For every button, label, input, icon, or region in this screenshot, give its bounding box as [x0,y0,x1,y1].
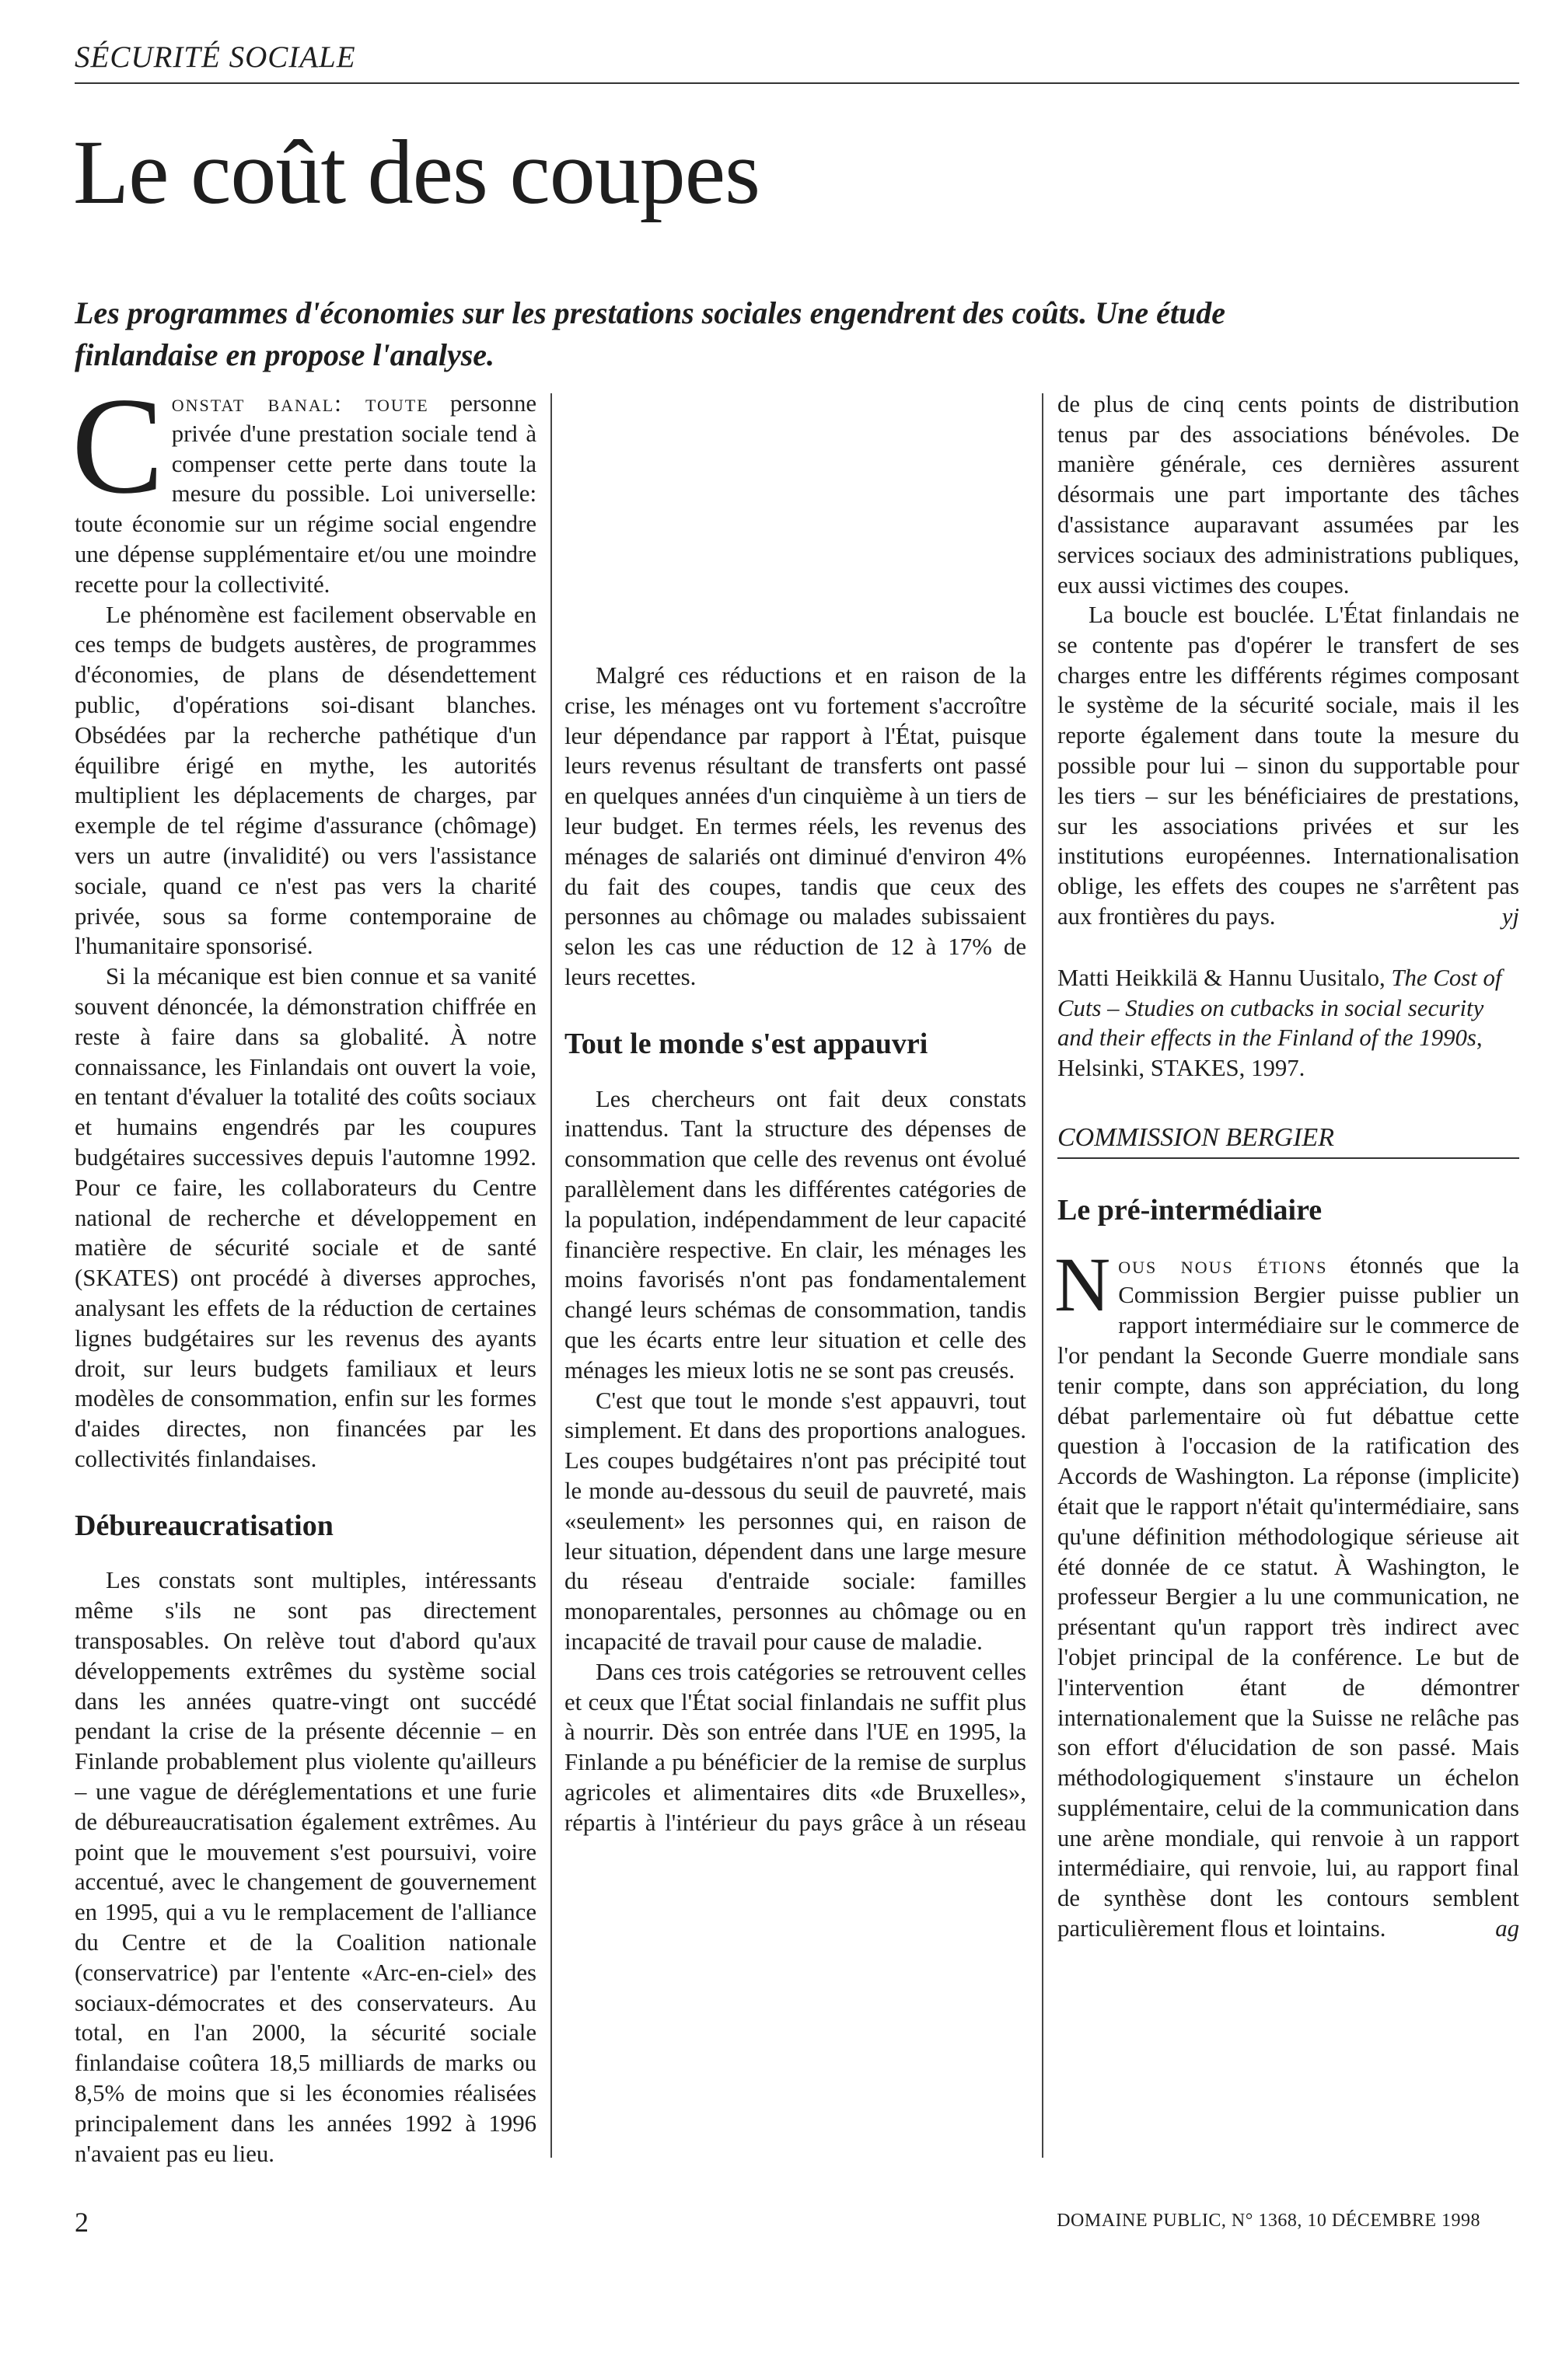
intro-smallcaps: onstat banal: toute [171,390,429,417]
bibliographic-reference [1057,963,1519,1084]
second-article-paragraph [1054,1241,1519,1944]
paragraph-8-continuation-text: de plus de cinq cents points de distribution tenus par des associations bénévoles. De manière générale, ces dernières assurent désormais une part importante des tâches d'assistance auparavant assumées par les services sociaux des administrations publiques, eux aussi victimes des coupes. [1057,390,1519,598]
paragraph-3: Si la mécanique est bien connue et sa vanité souvent dénoncée, la démonstration chiffrée en reste à faire dans sa globalité. À notre connaissance, les Finlandais ont ouvert la voie, en tentant d'évaluer la totalité des coûts sociaux et humains engendrés par les coupures budgétaires successives depuis l'automne 1992. Pour ce faire, les collaborateurs du Centre national de recherche et développement en matière de sécurité sociale et de santé (SKATES) ont procédé à diverses approches, analysant les effets de la réduction de certaines lignes budgétaires sur les revenus des ayants droit, sur leurs budgets familiaux et leurs modèles de consommation, enfin sur les formes d'aides directes, non financées par les collectivités finlandaises. [75,963,536,1472]
paragraph-4-continued [564,389,1026,661]
signature-yj: yj [1501,902,1519,930]
column-rule-1 [550,393,552,2158]
reference-title: The Cost of Cuts – Studies on cutbacks in social security and their effects in the Finland of the 1990s [1057,964,1502,1052]
paragraph-9-text: La boucle est bouclée. L'État finlandais ne se contente pas d'opérer le transfert de ses charges entre les différents régimes composant le système de la sécurité sociale, mais il les reporte également dans toute la mesure du possible pour lui – sinon du supportable pour les tiers – sur les bénéficiaires de prestations, sur les associations privées et sur les institutions européennes. Internationalisation oblige, les effets des coupes ne s'arrêtent pas aux frontières du pays. [1057,602,1519,930]
rubric-rule [75,82,1519,84]
paragraph-4: Les constats sont multiples, intéressants même s'ils ne sont pas directement transposables. On relève tout d'abord qu'aux développements extrêmes du système social dans les années quatre-vingt ont succédé pendant la crise de la présente décennie – en Finlande probablement plus violente qu'ailleurs – une vague de déréglementations et une furie de débureaucratisation également extrêmes. Au point que le mouvement s'est poursuivi, voire accentué, avec le changement de gouvernement en 1995, qui a vu le remplacement de l'alliance du Centre et de la Coalition nationale (conservatrice) par l'entente «Arc-en-ciel» des sociaux-démocrates et des conservateurs. Au total, en l'an 2000, la sécurité sociale finlandaise coûtera 18,5 milliards de marks ou 8,5% de moins que si les économies réalisées principalement dans les années 1992 à 1996 n'avaient pas eu lieu. [75,1567,536,2167]
paragraph-1 [72,368,537,600]
dropcap-n: N [1054,1241,1111,1328]
page-number: 2 [75,2207,89,2238]
paragraph-1-text: personne privée d'une prestation sociale tend à compenser cette perte dans toute la mesure du possible. Loi universelle: toute économie sur un régime social engendre une dépense supplémentaire et/ou une moindre recette pour la collectivité. [75,390,537,598]
paragraph-9 [1057,600,1519,932]
paragraph-7: C'est que tout le monde s'est appauvri, tout simplement. Et dans des proportions analogues. Les coupes budgétaires n'ont pas précipité tout le monde au-dessous du seuil de pauvreté, mais «seulement» les personnes qui, en raison de leur situation, dépendent dans une large mesure du réseau d'entraide sociale: familles monoparentales, personnes au chômage ou en incapacité de travail pour cause de maladie. [564,1387,1026,1655]
dropcap: C [72,368,164,522]
subheading-appauvri: Tout le monde s'est appauvri [564,1027,928,1060]
second-article-title: Le pré-intermédiaire [1057,1193,1323,1227]
commission-rubric: COMMISSION BERGIER [1057,1122,1519,1159]
paragraph-8-continued [1057,389,1519,600]
second-intro-smallcaps: ous nous étions [1118,1251,1328,1279]
column-2 [564,389,1026,1839]
section-rubric: SÉCURITÉ SOCIALE [75,40,356,74]
paragraph-5: Malgré ces réductions et en raison de la crise, les ménages ont vu fortement s'accroître leur dépendance par rapport à l'État, puisque leurs revenus résultant de transferts ont passé en quelques années d'un cinquième à un tiers de leur budget. En termes réels, les revenus des ménages de salariés ont diminué d'environ 4% du fait des coupes, tandis que ceux des personnes au chômage ou malades subissaient selon les cas une réduction de 12 à 17% de leurs recettes. [564,662,1026,990]
column-rule-2 [1042,393,1043,2158]
reference-authors: Matti Heikkilä & Hannu Uusitalo, [1057,964,1392,991]
subheading-debureaucratisation: Débureaucratisation [75,1509,334,1542]
article-title: Le coût des coupes [73,121,760,223]
paragraph-8: Dans ces trois catégories se retrouvent celles et ceux que l'État social finlandais ne suffit plus à nourrir. Dès son entrée dans l'UE en 1995, la Finlande a pu bénéficier de la remise de surplus agricoles et alimentaires dits «de Bruxelles», répartis à l'intérieur du pays grâce à un réseau [564,1658,1026,1836]
second-article-text: étonnés que la Commission Bergier puisse publier un rapport intermédiaire sur le commerce de l'or pendant la Seconde Guerre mondiale sans tenir compte, dans son appréciation, du long débat parlementaire où fut débattue cette question à l'occasion de la ratification des Accords de Washington. La réponse (implicite) était que le rapport n'était qu'intermédiaire, sans qu'une définition méthodologique sérieuse ait été donnée de ce statut. À Washington, le professeur Bergier a lu une communication, ne présentant qu'un rapport très indirect avec l'objet principal de la conférence. Le but de l'intervention étant de démontrer internationalement que la Suisse ne relâche pas son effort d'élucidation de son passé. Mais méthodologiquement s'instaure un échelon supplémentaire, celui de la communication dans une arène mondiale, qui renvoie à un rapport intermédiaire, qui renvoie, lui, au rapport final de synthèse dont les contours semblent particulièrement flous et lointains. [1057,1251,1519,1942]
column-3 [1054,389,1519,1944]
reference-publisher: , Helsinki, STAKES, 1997. [1057,1024,1483,1082]
publication-footer: DOMAINE PUBLIC, N° 1368, 10 DÉCEMBRE 1998 [1057,2211,1480,2231]
paragraph-6: Les chercheurs ont fait deux constats inattendus. Tant la structure des dépenses de consommation que celle des revenus ont évolué parallèlement dans les différentes catégories de la population, indépendamment de leur capacité financière respective. En clair, les ménages les moins favorisés n'ont pas fondamentalement changé leurs schémas de consommation, tandis que les écarts entre leur situation et celle des ménages les mieux lotis ne se sont pas creusés. [564,1085,1026,1384]
paragraph-2: Le phénomène est facilement observable en ces temps de budgets austères, de programmes d'économies, de plans de désendettement public, d'opérations soi-disant blanches. Obsédées par la recherche pathétique d'un équilibre érigé en mythe, les autorités multiplient les déplacements de charges, par exemple de tel régime d'assurance (chômage) vers un autre (invalidité) ou vers l'assistance sociale, quand ce n'est pas vers la charité privée, sous sa forme contemporaine de l'humanitaire sponsorisé. [75,601,536,960]
article-lead: Les programmes d'économies sur les prestations sociales engendrent des coûts. Une étude finlandaise en propose l'analyse. [75,295,1225,372]
signature-ag: ag [1495,1915,1519,1942]
column-1 [72,368,537,2380]
